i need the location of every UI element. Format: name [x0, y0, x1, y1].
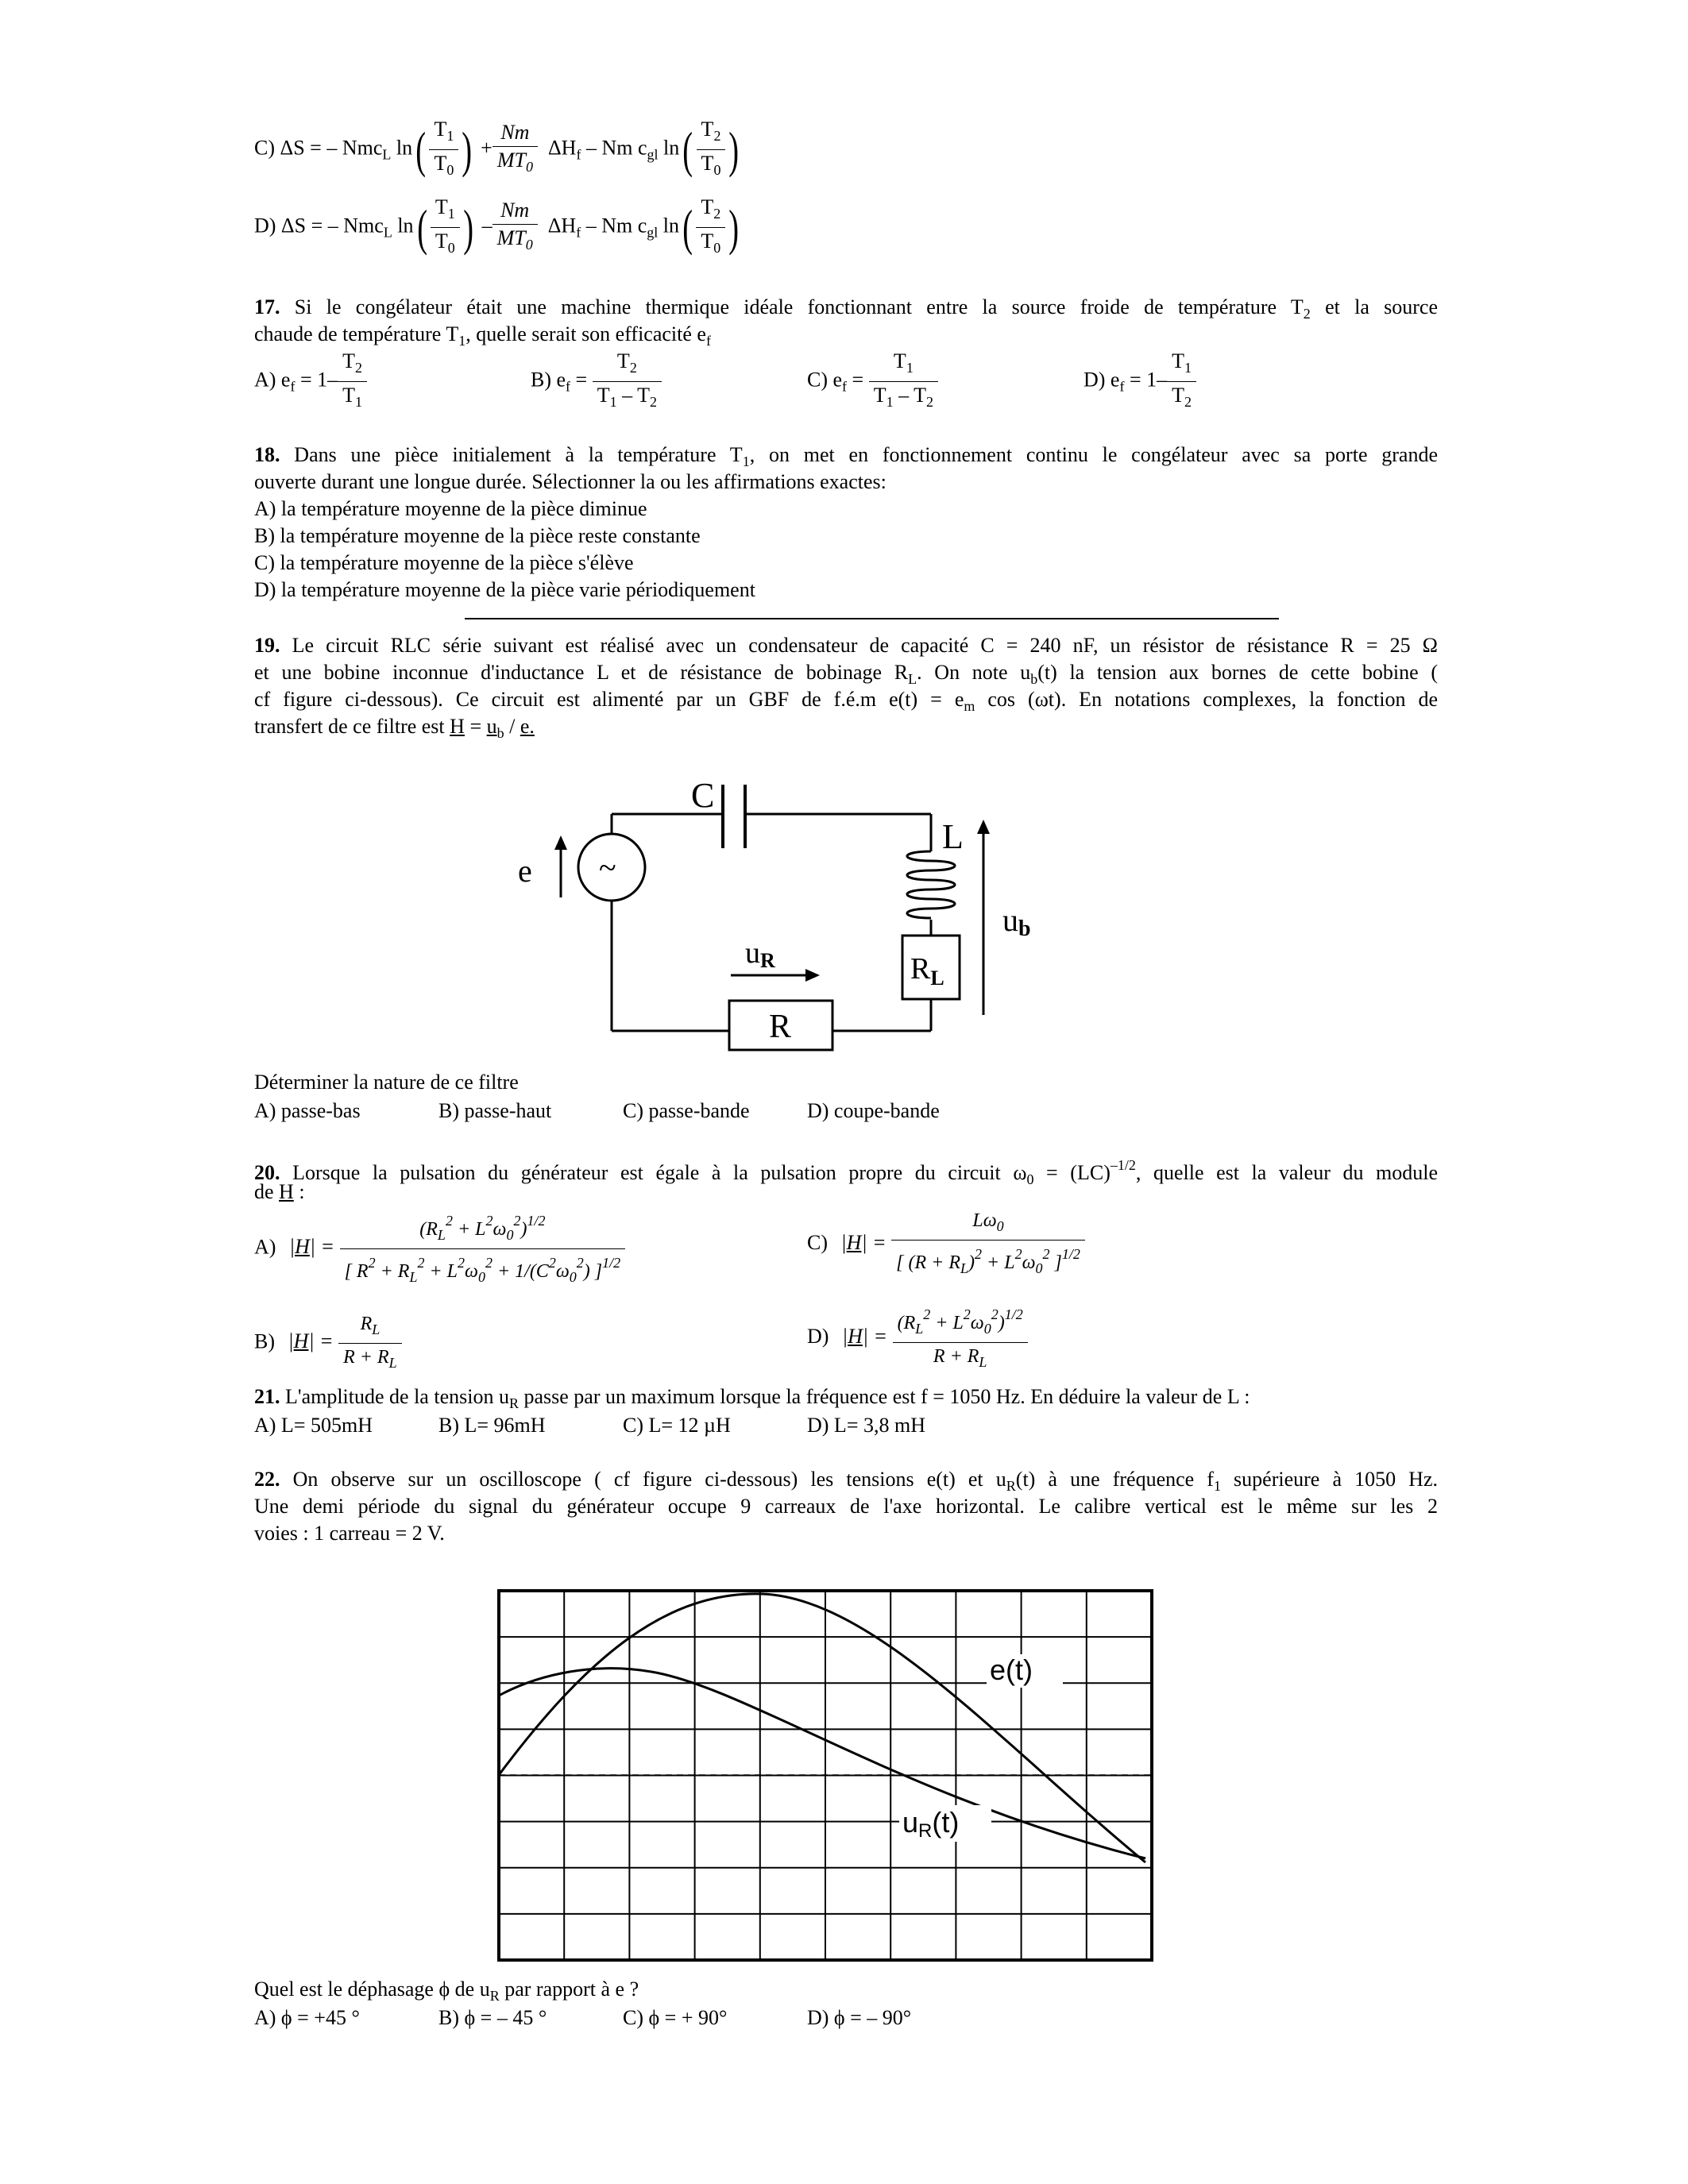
q21-option-c: C) L= 12 µH	[623, 1414, 731, 1437]
q18-line2: ouverte durant une longue durée. Sélectionner la ou les affirmations exactes:	[254, 470, 886, 493]
ur-label: uR	[745, 936, 775, 972]
q20-option-a: A) |H| = $\frac{(R_L^2 + L^2\omega_0^2)^{1/2}}{[ R^2 + R_L^2 + L^2\omega_0^2 + 1/(C^2\omega_0^2) ]^{1/2}}$	[254, 1209, 625, 1289]
q22-option-b: B) ϕ = – 45 °	[438, 2006, 547, 2029]
q22-line2: Une demi période du signal du générateur occupe 9 carreaux de l'axe horizontal. Le calibre vertical est le même sur les 2	[254, 1495, 1438, 1518]
q18-option-c: C) la température moyenne de la pièce s'élève	[254, 551, 634, 574]
q17-line1: 17. Si le congélateur était une machine thermique idéale fonctionnant entre la source froide de température $T_2$ et la source	[254, 295, 1439, 322]
q21-option-d: D) L= 3,8 mH	[807, 1414, 925, 1437]
q17-option-d: D) $e_f = 1-$ $\frac{T_1}{T_2}$	[1083, 349, 1196, 414]
ur-signal-curve	[499, 1669, 1145, 1858]
q18-option-d: D) la température moyenne de la pièce varie périodiquement	[254, 578, 755, 601]
q19-line4: transfert de ce filtre est $H = u_b / e$.	[254, 715, 535, 741]
q19-option-a: A) passe-bas	[254, 1099, 361, 1122]
q20-line1: 20. Lorsque la pulsation du générateur est égale à la pulsation propre du circuit $\omega_0 = (LC)^{-1/2}$, quelle est la valeur du module	[254, 1157, 1439, 1187]
q19-option-d: D) coupe-bande	[807, 1099, 940, 1122]
q21-option-a: A) L= 505mH	[254, 1414, 373, 1437]
ur-signal-label: uR(t)	[902, 1806, 960, 1842]
q18-option-a: A) la température moyenne de la pièce diminue	[254, 497, 647, 520]
q16-option-d: D) ΔS = – Nmc$_L$ ln( $\frac{T_1}{T_0}$ ) – $\frac{Nm}{MT_0}$ $\Delta H_f$ – Nm $c_{gl}$ ln( $\frac{T_2}{T_0}$ )	[254, 195, 743, 260]
q20-option-c: C) |H| = $\frac{L\omega_0}{[ (R + R_L)^2 + L^2\omega_0^2 ]^{1/2}}$	[807, 1209, 1085, 1280]
q17-option-c: C) $e_f$ = $\frac{T_1}{T_1 - T_2}$	[807, 349, 938, 414]
q19-line2: et une bobine inconnue d'inductance L et de résistance de bobinage $R_L$. On note $u_b(t)$ la tension aux bornes de cette bobine (	[254, 661, 1439, 687]
q19-question: Déterminer la nature de ce filtre	[254, 1071, 519, 1094]
generator-label: e	[518, 853, 532, 889]
rlc-circuit-diagram	[492, 762, 1049, 1056]
q16-option-c: C) ΔS = – Nmc$_L$ ln( $\frac{T_1}{T_0}$ ) + $\frac{Nm}{MT_0}$ $\Delta H_f$ – Nm $c_{gl}$ ln( $\frac{T_2}{T_0}$ )	[254, 118, 743, 182]
q19-option-b: B) passe-haut	[438, 1099, 552, 1122]
q21-line1: 21. L'amplitude de la tension $u_R$ passe par un maximum lorsque la fréquence est f = 1050 Hz. En déduire la valeur de L :	[254, 1385, 1250, 1411]
inductor-label: L	[942, 817, 964, 856]
resistor-label: R	[769, 1009, 792, 1045]
q22-option-d: D) ϕ = – 90°	[807, 2006, 912, 2029]
q22-option-c: C) ϕ = + 90°	[623, 2006, 728, 2029]
generator-symbol: ~	[599, 850, 616, 886]
q18-line1: 18. Dans une pièce initialement à la température $T_1$, on met en fonctionnement continu le congélateur avec sa porte grande	[254, 443, 1439, 469]
ub-label: ub	[1002, 902, 1031, 941]
q17-line2: chaude de température $T_1$, quelle serait son efficacité $e_f$	[254, 322, 711, 349]
q19-line3: cf figure ci-dessous). Ce circuit est alimenté par un GBF de f.é.m $e(t) = e_m$ cos (ωt). En notations complexes, la fonction de	[254, 688, 1438, 714]
q20-option-b: B) |H| = $\frac{R_L}{R + R_L}$	[254, 1312, 402, 1375]
e-signal-label: e(t)	[990, 1653, 1033, 1686]
q22-line1: 22. On observe sur un oscilloscope ( cf figure ci-dessous) les tensions e(t) et $u_R(t)$ à une fréquence $f_1$ supérieure à 1050 Hz.	[254, 1468, 1439, 1494]
q20-line2: de H :	[254, 1180, 305, 1203]
capacitor-label: C	[691, 776, 715, 815]
section-divider	[465, 618, 1279, 619]
q19-line1: 19. Le circuit RLC série suivant est réalisé avec un condensateur de capacité C = 240 nF, un résistor de résistance R = 25 Ω	[254, 634, 1439, 657]
q21-option-b: B) L= 96mH	[438, 1414, 546, 1437]
q20-option-d: D) |H| = $\frac{(R_L^2 + L^2\omega_0^2)^{1/2}}{R + R_L}$	[807, 1302, 1028, 1374]
q19-option-c: C) passe-bande	[623, 1099, 750, 1122]
q22-option-a: A) ϕ = +45 °	[254, 2006, 360, 2029]
q18-option-b: B) la température moyenne de la pièce reste constante	[254, 524, 701, 547]
q22-question: Quel est le déphasage ϕ de $u_R$ par rapport à e ?	[254, 1978, 639, 2004]
q17-option-a: A) $e_f = 1-$ $\frac{T_2}{T_1}$	[254, 349, 367, 414]
q22-line3: voies : 1 carreau = 2 V.	[254, 1522, 445, 1545]
q17-option-b: B) $e_f$ = $\frac{T_2}{T_1 - T_2}$	[531, 349, 662, 414]
rl-label: $R_L$	[910, 952, 944, 990]
oscilloscope-screen	[492, 1584, 1160, 1966]
